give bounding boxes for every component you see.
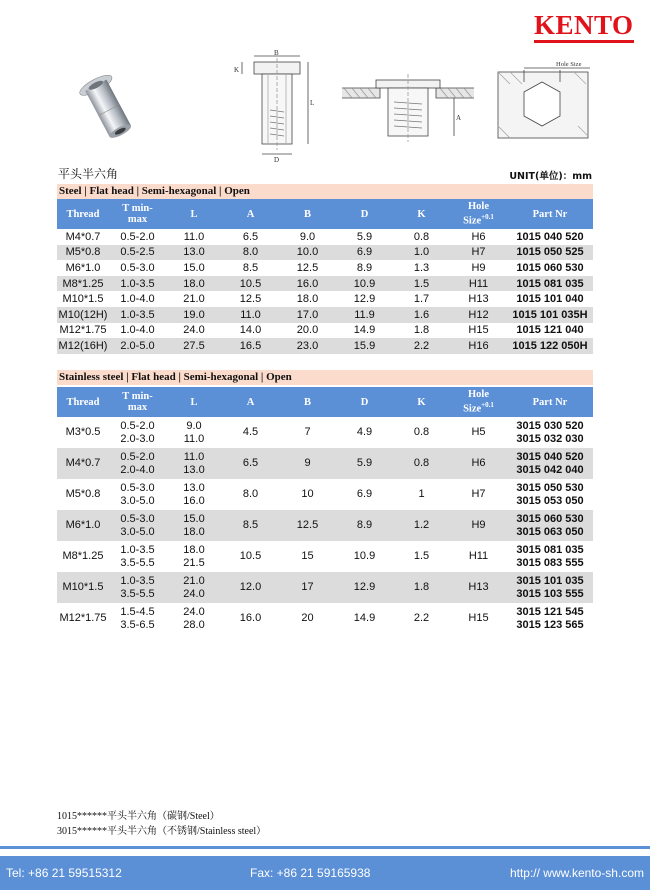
col-k: K <box>393 387 450 417</box>
table-cell: 1.5 <box>393 276 450 292</box>
table-cell: 14.9 <box>353 612 376 624</box>
table-cell: 1.6 <box>393 307 450 323</box>
table-cell: 6.9 <box>336 245 393 261</box>
stainless-section-title: Stainless steel | Flat head | Semi-hexagonal | Open <box>57 370 593 385</box>
table-cell: 0.8 <box>393 448 450 479</box>
table-cell <box>166 572 222 603</box>
table-cell <box>109 541 166 572</box>
table-cell: 11.0 <box>183 230 205 243</box>
table-cell: 1.8 <box>393 572 450 603</box>
table-cell: 17.0 <box>279 307 336 323</box>
cell-line: 15.0 <box>183 512 205 525</box>
col-tminmax <box>109 387 166 417</box>
table-cell: 12.5 <box>239 293 262 306</box>
cell-line: 3015 101 035 <box>516 574 584 587</box>
col-thread: Thread <box>57 387 109 417</box>
table-cell: 10.9 <box>336 276 393 292</box>
table-cell <box>507 417 593 448</box>
cell-line: 24.0 <box>183 605 205 618</box>
table-cell: 8.0 <box>222 245 279 261</box>
table-cell <box>166 541 222 572</box>
table-cell: 2.0-5.0 <box>109 338 166 354</box>
table-cell <box>166 479 222 510</box>
table-cell <box>166 448 222 479</box>
col-l: L <box>166 387 222 417</box>
table-cell: 0.8 <box>413 230 430 243</box>
table-cell: 14.9 <box>353 324 376 337</box>
table-cell: 23.0 <box>279 338 336 354</box>
cell-line: 3.0-5.0 <box>120 525 155 538</box>
table-cell: M5*0.8 <box>57 245 109 261</box>
table-cell: H13 <box>468 293 489 306</box>
table-cell: 10 <box>301 488 314 500</box>
col-b: B <box>279 387 336 417</box>
table-cell: M6*1.0 <box>65 261 101 274</box>
table-cell <box>507 479 593 510</box>
table-cell: 1.3 <box>413 261 430 274</box>
table-cell: 12.9 <box>353 293 376 306</box>
cell-line: 3.5-5.5 <box>120 556 155 569</box>
table-cell <box>507 448 593 479</box>
table-row <box>57 260 593 276</box>
table-cell: M3*0.5 <box>65 426 101 438</box>
table-cell: H12 <box>450 307 507 323</box>
table-cell: 1.0-4.0 <box>120 293 155 306</box>
table-cell <box>507 510 593 541</box>
col-tminmax-bottom: max <box>127 214 148 225</box>
table-cell: 9 <box>279 448 336 479</box>
table-row <box>57 510 593 541</box>
table-cell <box>507 572 593 603</box>
cell-line: 0.5-3.0 <box>120 481 155 494</box>
col-a: A <box>222 387 279 417</box>
brand-logo: KENTO <box>534 12 634 43</box>
table-cell: 18.0 <box>296 293 319 306</box>
table-cell: 12.5 <box>296 261 319 274</box>
table-cell: 1015 101 035H <box>507 307 593 323</box>
table-cell: 27.5 <box>166 338 222 354</box>
table-cell: 1015 050 525 <box>507 245 593 261</box>
cell-line: 0.5-2.0 <box>120 419 155 432</box>
table-row <box>57 338 593 354</box>
col-tminmax-top: T min- <box>122 391 153 402</box>
table-cell: 11.9 <box>336 307 393 323</box>
table-cell: 10.0 <box>279 245 336 261</box>
svg-text:B: B <box>274 50 279 57</box>
table-cell: H6 <box>450 448 507 479</box>
table-cell: 1015 081 035 <box>507 276 593 292</box>
table-cell: M12*1.75 <box>59 324 107 337</box>
table-cell <box>166 603 222 634</box>
table-cell: 13.0 <box>166 245 222 261</box>
cell-line: 3015 081 035 <box>516 543 584 556</box>
table-cell: 1.0-3.5 <box>109 276 166 292</box>
col-hole-top: Hole <box>468 201 489 213</box>
table-cell: 16.0 <box>239 612 262 624</box>
table-row <box>57 603 593 634</box>
cell-line: 11.0 <box>183 450 205 463</box>
cell-line: 3015 042 040 <box>516 463 584 476</box>
table-cell: 1015 121 040 <box>516 324 584 337</box>
table-cell: 15 <box>301 550 314 562</box>
table-row <box>57 541 593 572</box>
table-cell <box>109 572 166 603</box>
cell-line: 3015 123 565 <box>516 618 584 631</box>
table-cell: 1015 040 520 <box>516 230 584 243</box>
table-row <box>57 448 593 479</box>
col-hole-tolerance: +0.1 <box>481 213 494 222</box>
col-a: A <box>222 199 279 229</box>
table-cell <box>109 448 166 479</box>
table-cell: 15.0 <box>183 261 205 274</box>
rivet-nut-photo <box>74 70 144 150</box>
table-cell: M10*1.5 <box>57 572 109 603</box>
table-row <box>57 417 593 448</box>
table-cell: M12*1.75 <box>59 612 107 624</box>
col-hole-size <box>450 387 507 417</box>
table-cell: 7 <box>304 426 311 438</box>
table-cell: 6.5 <box>242 230 259 243</box>
col-hole-bottom: Size <box>463 403 482 415</box>
table-cell: 4.9 <box>356 426 373 438</box>
footer-website: http:// www.kento-sh.com <box>509 866 644 880</box>
table-cell: 1.8 <box>413 324 430 337</box>
table-cell: 5.9 <box>356 230 373 243</box>
footer-divider <box>0 846 650 849</box>
col-hole-tolerance: +0.1 <box>481 401 494 410</box>
cell-line: 13.0 <box>183 481 205 494</box>
table-cell: 0.5-2.0 <box>120 230 155 243</box>
cell-line: 3015 050 530 <box>516 481 584 494</box>
footer-bar <box>0 856 650 890</box>
col-part-nr: Part Nr <box>507 199 593 229</box>
table-cell: 20.0 <box>296 324 319 337</box>
table-cell: 0.5-3.0 <box>120 261 155 274</box>
cell-line: 9.0 <box>186 419 202 432</box>
table-cell: 24.0 <box>183 324 205 337</box>
col-hole-top: Hole <box>468 389 489 401</box>
table-cell: 8.9 <box>336 510 393 541</box>
cell-line: 13.0 <box>183 463 205 476</box>
table-cell: H16 <box>450 338 507 354</box>
cell-line: 3015 063 050 <box>516 525 584 538</box>
part-number-note-stainless: 3015******平头半六角（不锈钢/Stainless steel） <box>57 826 267 837</box>
cell-line: 3.5-6.5 <box>120 618 155 631</box>
table-cell: 1.2 <box>393 510 450 541</box>
cell-line: 1.0-3.5 <box>120 543 155 556</box>
cell-line: 16.0 <box>183 494 205 507</box>
product-cn-title: 平头半六角 <box>58 167 119 181</box>
table-cell: 11.0 <box>222 307 279 323</box>
svg-text:A: A <box>456 114 462 122</box>
table-cell: M4*0.7 <box>65 230 101 243</box>
table-cell: 6.9 <box>356 488 373 500</box>
cell-line: 1.0-3.5 <box>120 574 155 587</box>
cell-line: 2.0-3.0 <box>120 432 155 445</box>
table-cell: 0.8 <box>413 426 430 438</box>
cell-line: 3015 040 520 <box>516 450 584 463</box>
cell-line: 0.5-3.0 <box>120 512 155 525</box>
table-cell <box>166 417 222 448</box>
col-hole-bottom: Size <box>463 215 482 227</box>
table-cell <box>109 603 166 634</box>
cell-line: 0.5-2.0 <box>120 450 155 463</box>
table-cell <box>166 510 222 541</box>
table-cell: 8.5 <box>222 510 279 541</box>
table-row <box>57 291 593 307</box>
col-k: K <box>393 199 450 229</box>
table-cell: 17 <box>279 572 336 603</box>
table-cell: 18.0 <box>166 276 222 292</box>
table-cell: 8.5 <box>242 261 259 274</box>
table-cell <box>507 541 593 572</box>
table-cell: 1015 122 050H <box>507 338 593 354</box>
cell-line: 3.0-5.0 <box>120 494 155 507</box>
table-cell: M6*1.0 <box>57 510 109 541</box>
table-row <box>57 229 593 245</box>
table-row <box>57 323 593 339</box>
col-hole-size <box>450 199 507 229</box>
col-tminmax-top: T min- <box>122 203 153 214</box>
table-row <box>57 479 593 510</box>
cell-line: 2.0-4.0 <box>120 463 155 476</box>
table-cell: M8*1.25 <box>62 550 104 562</box>
table-cell: 21.0 <box>183 293 205 306</box>
table-row <box>57 572 593 603</box>
cell-line: 28.0 <box>183 618 205 631</box>
table-cell: 12.9 <box>336 572 393 603</box>
cell-line: 3015 030 520 <box>516 419 584 432</box>
cell-line: 24.0 <box>183 587 205 600</box>
cell-line: 3.5-5.5 <box>120 587 155 600</box>
table-cell: 16.0 <box>279 276 336 292</box>
table-cell: 4.5 <box>242 426 259 438</box>
table-cell: 2.2 <box>393 338 450 354</box>
table-cell: 20 <box>301 612 314 624</box>
col-d: D <box>336 199 393 229</box>
table-cell: H15 <box>468 324 489 337</box>
table-cell: 14.0 <box>239 324 262 337</box>
cell-line: 3015 103 555 <box>516 587 584 600</box>
svg-text:L: L <box>310 99 315 107</box>
table-cell: M5*0.8 <box>65 488 101 500</box>
cell-line: 21.5 <box>183 556 205 569</box>
table-cell: 8.0 <box>242 488 259 500</box>
table-header-row <box>57 199 593 229</box>
table-row <box>57 245 593 261</box>
table-cell: 1.0-3.5 <box>109 307 166 323</box>
col-d: D <box>336 387 393 417</box>
table-cell: 6.5 <box>222 448 279 479</box>
table-cell: H7 <box>450 245 507 261</box>
table-cell: 1.0 <box>393 245 450 261</box>
hole-size-label: Hole Size <box>556 61 582 68</box>
col-tminmax-bottom: max <box>127 402 148 413</box>
table-cell: 10.5 <box>222 276 279 292</box>
steel-spec-table <box>57 199 593 354</box>
cell-line: 3015 032 030 <box>516 432 584 445</box>
table-cell: M12(16H) <box>58 339 108 352</box>
stainless-spec-table <box>57 387 593 634</box>
table-cell <box>109 479 166 510</box>
table-cell <box>109 417 166 448</box>
table-cell: M10*1.5 <box>62 293 104 306</box>
table-cell: H15 <box>468 612 489 624</box>
table-cell <box>109 510 166 541</box>
table-cell: 10.5 <box>239 550 262 562</box>
table-cell: M4*0.7 <box>57 448 109 479</box>
part-number-note-steel: 1015******平头半六角（碳钢/Steel） <box>57 811 220 822</box>
table-cell: 19.0 <box>166 307 222 323</box>
table-cell: 16.5 <box>222 338 279 354</box>
cell-line: 18.0 <box>183 543 205 556</box>
table-header-row <box>57 387 593 417</box>
cell-line: 3015 053 050 <box>516 494 584 507</box>
table-cell: H6 <box>471 230 486 243</box>
cell-line: 3015 121 545 <box>516 605 584 618</box>
table-cell: H7 <box>471 488 486 500</box>
table-cell: H5 <box>471 426 486 438</box>
cell-line: 1.5-4.5 <box>120 605 155 618</box>
cell-line: 18.0 <box>183 525 205 538</box>
table-cell: 12.0 <box>222 572 279 603</box>
col-l: L <box>166 199 222 229</box>
col-part-nr: Part Nr <box>507 387 593 417</box>
table-cell: 1.5 <box>413 550 430 562</box>
col-tminmax <box>109 199 166 229</box>
table-cell: 0.5-2.5 <box>109 245 166 261</box>
table-cell: H11 <box>450 276 507 292</box>
table-cell: M8*1.25 <box>57 276 109 292</box>
table-cell: 1.7 <box>413 293 430 306</box>
table-cell: 9.0 <box>299 230 316 243</box>
unit-label: UNIT(单位)：mm <box>509 171 592 182</box>
table-cell: 1015 060 530 <box>516 261 584 274</box>
steel-section-title: Steel | Flat head | Semi-hexagonal | Open <box>57 184 593 199</box>
table-cell: H11 <box>468 550 489 562</box>
steel-table-body <box>57 229 593 354</box>
table-cell: 15.9 <box>336 338 393 354</box>
stainless-table-body <box>57 417 593 634</box>
table-cell: H9 <box>471 261 486 274</box>
table-cell: 1.0-4.0 <box>120 324 155 337</box>
cell-line: 3015 083 555 <box>516 556 584 569</box>
section-view-drawing <box>342 62 474 144</box>
table-cell: H13 <box>450 572 507 603</box>
svg-text:K: K <box>234 66 240 74</box>
hole-size-drawing <box>494 60 594 142</box>
table-cell: 2.2 <box>413 612 430 624</box>
table-cell: 8.9 <box>356 261 373 274</box>
table-row <box>57 276 593 292</box>
side-view-drawing <box>222 50 322 165</box>
cell-line: 11.0 <box>183 432 205 445</box>
table-cell: M10(12H) <box>58 308 108 321</box>
table-cell: 1015 101 040 <box>516 293 584 306</box>
svg-text:D: D <box>274 156 280 164</box>
col-thread: Thread <box>57 199 109 229</box>
table-cell: H9 <box>450 510 507 541</box>
table-cell: 12.5 <box>279 510 336 541</box>
table-cell: 10.9 <box>353 550 376 562</box>
cell-line: 21.0 <box>183 574 205 587</box>
footer-fax: Fax: +86 21 59165938 <box>250 866 371 880</box>
table-cell: 5.9 <box>336 448 393 479</box>
footer-tel: Tel: +86 21 59515312 <box>6 866 122 880</box>
table-cell: 1 <box>418 488 425 500</box>
table-cell <box>507 603 593 634</box>
cell-line: 3015 060 530 <box>516 512 584 525</box>
col-b: B <box>279 199 336 229</box>
table-row <box>57 307 593 323</box>
